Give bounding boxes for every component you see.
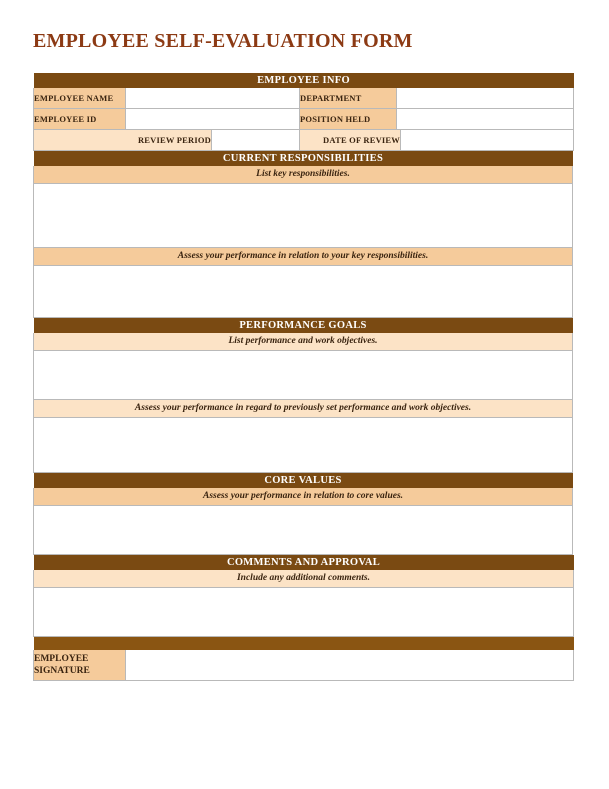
approval-divider-row bbox=[34, 637, 574, 651]
prompt-row bbox=[34, 166, 573, 184]
prompt-row bbox=[34, 488, 573, 506]
current-responsibilities-prompt-1: List key responsibilities. bbox=[34, 166, 573, 184]
current-responsibilities-section bbox=[33, 151, 573, 318]
table-row bbox=[34, 130, 574, 151]
employee-info-heading: EMPLOYEE INFO bbox=[34, 73, 574, 88]
current-responsibilities-heading-row bbox=[34, 151, 573, 166]
page-title: EMPLOYEE SELF-EVALUATION FORM bbox=[33, 30, 413, 52]
comments-answer-1[interactable] bbox=[34, 588, 574, 637]
employee-info-heading-row bbox=[34, 73, 574, 88]
prompt-row bbox=[34, 248, 573, 266]
performance-goals-section bbox=[33, 318, 573, 473]
comments-and-approval-heading: COMMENTS AND APPROVAL bbox=[34, 555, 574, 570]
evaluation-form bbox=[33, 73, 573, 681]
employee-info-section bbox=[33, 73, 574, 151]
signature-row bbox=[34, 650, 574, 681]
performance-goals-prompt-1: List performance and work objectives. bbox=[34, 333, 573, 351]
current-responsibilities-prompt-2: Assess your performance in relation to your key responsibilities. bbox=[34, 248, 573, 266]
answer-row bbox=[34, 184, 573, 248]
answer-row bbox=[34, 266, 573, 318]
performance-goals-answer-2[interactable] bbox=[34, 418, 573, 473]
comments-heading-row bbox=[34, 555, 574, 570]
position-held-label: POSITION HELD bbox=[300, 109, 397, 130]
core-values-prompt-1: Assess your performance in relation to core values. bbox=[34, 488, 573, 506]
answer-row bbox=[34, 351, 573, 400]
employee-signature-label-line1: EMPLOYEE bbox=[34, 654, 89, 664]
current-responsibilities-heading: CURRENT RESPONSIBILITIES bbox=[34, 151, 573, 166]
current-responsibilities-answer-1[interactable] bbox=[34, 184, 573, 248]
prompt-row bbox=[34, 570, 574, 588]
performance-goals-answer-1[interactable] bbox=[34, 351, 573, 400]
prompt-row bbox=[34, 333, 573, 351]
employee-id-input[interactable] bbox=[126, 109, 300, 130]
answer-row bbox=[34, 506, 573, 555]
comments-prompt-1: Include any additional comments. bbox=[34, 570, 574, 588]
employee-signature-label bbox=[34, 650, 126, 681]
employee-name-input[interactable] bbox=[126, 88, 300, 109]
performance-goals-prompt-2: Assess your performance in regard to previously set performance and work objectives. bbox=[34, 400, 573, 418]
table-row bbox=[34, 88, 574, 109]
comments-and-approval-section bbox=[33, 555, 574, 681]
current-responsibilities-answer-2[interactable] bbox=[34, 266, 573, 318]
department-label: DEPARTMENT bbox=[300, 88, 397, 109]
position-held-input[interactable] bbox=[397, 109, 574, 130]
employee-name-label: EMPLOYEE NAME bbox=[34, 88, 126, 109]
performance-goals-heading: PERFORMANCE GOALS bbox=[34, 318, 573, 333]
approval-divider-bar bbox=[34, 637, 574, 651]
table-row bbox=[34, 109, 574, 130]
core-values-heading: CORE VALUES bbox=[34, 473, 573, 488]
date-of-review-label: DATE OF REVIEW bbox=[300, 130, 401, 151]
review-period-input[interactable] bbox=[212, 130, 300, 151]
core-values-section bbox=[33, 473, 573, 555]
core-values-answer-1[interactable] bbox=[34, 506, 573, 555]
performance-goals-heading-row bbox=[34, 318, 573, 333]
answer-row bbox=[34, 418, 573, 473]
employee-id-label: EMPLOYEE ID bbox=[34, 109, 126, 130]
department-input[interactable] bbox=[397, 88, 574, 109]
answer-row bbox=[34, 588, 574, 637]
date-of-review-input[interactable] bbox=[401, 130, 574, 151]
employee-signature-input[interactable] bbox=[126, 650, 574, 681]
core-values-heading-row bbox=[34, 473, 573, 488]
prompt-row bbox=[34, 400, 573, 418]
review-period-label: REVIEW PERIOD bbox=[34, 130, 212, 151]
employee-signature-label-line2: SIGNATURE bbox=[34, 666, 90, 676]
